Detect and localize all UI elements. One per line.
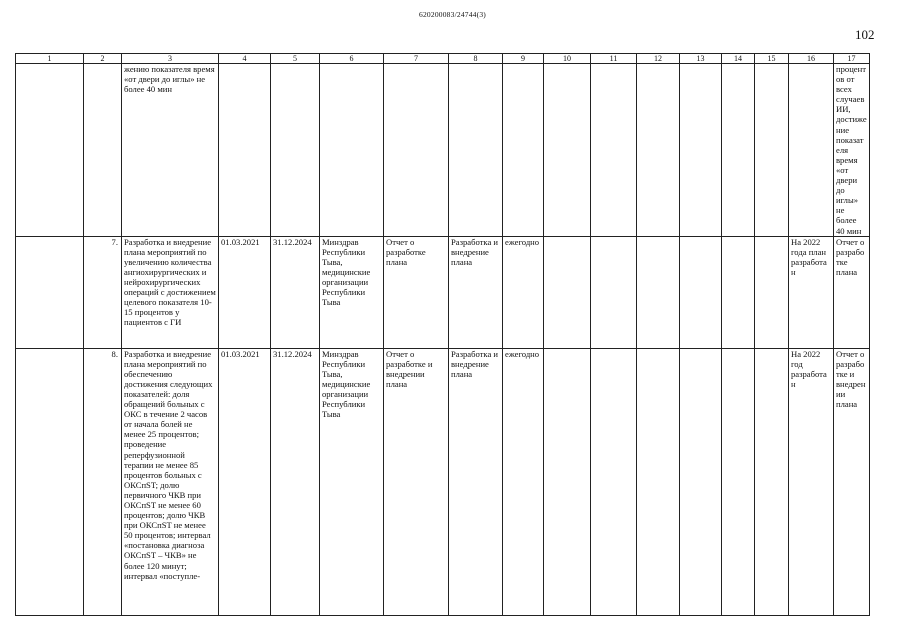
cell-col13 [680, 64, 722, 237]
cell-col15 [755, 348, 789, 615]
cell-col11 [591, 64, 637, 237]
cell-frequency [503, 64, 544, 237]
document-id: 620200083/24744(3) [419, 10, 486, 19]
cell-status: На 2022 год разработан [789, 348, 834, 615]
cell-col10 [544, 236, 591, 348]
table-row [16, 64, 870, 237]
cell-col14 [722, 348, 755, 615]
cell-section [16, 236, 84, 348]
column-header: 6 [320, 54, 384, 64]
table-row [16, 236, 870, 348]
cell-col12 [637, 64, 680, 237]
column-header: 9 [503, 54, 544, 64]
column-header: 2 [84, 54, 122, 64]
cell-col15 [755, 64, 789, 237]
cell-number: 8. [84, 348, 122, 615]
cell-col11 [591, 348, 637, 615]
cell-start-date: 01.03.2021 [219, 348, 271, 615]
cell-indicator: Разработка и внедрение плана [449, 236, 503, 348]
cell-end-date: 31.12.2024 [271, 348, 320, 615]
cell-result: Отчет о разработке плана [384, 236, 449, 348]
cell-number: 7. [84, 236, 122, 348]
cell-number [84, 64, 122, 237]
column-header: 3 [122, 54, 219, 64]
cell-col12 [637, 348, 680, 615]
cell-end-date [271, 64, 320, 237]
cell-frequency: ежегодно [503, 236, 544, 348]
column-header: 11 [591, 54, 637, 64]
plan-table [15, 53, 870, 616]
column-header: 17 [834, 54, 870, 64]
cell-indicator: Разработка и внедрение плана [449, 348, 503, 615]
column-header: 13 [680, 54, 722, 64]
cell-frequency: ежегодно [503, 348, 544, 615]
cell-responsible: Минздрав Республики Тыва, медицинские организации Республики Тыва [320, 348, 384, 615]
cell-responsible [320, 64, 384, 237]
cell-result: Отчет о разработке и внедрении плана [384, 348, 449, 615]
table-row [16, 348, 870, 615]
cell-col15 [755, 236, 789, 348]
column-header: 5 [271, 54, 320, 64]
column-header: 15 [755, 54, 789, 64]
cell-start-date: 01.03.2021 [219, 236, 271, 348]
cell-col11 [591, 236, 637, 348]
column-header: 16 [789, 54, 834, 64]
cell-activity: Разработка и внедрение плана мероприятий по увеличению количества ангиохирургических и нейрохирургических операций с достижением целевого показателя 10-15 процентов у пациентов с ГИ [122, 236, 219, 348]
page-number: 102 [855, 27, 875, 42]
cell-col10 [544, 64, 591, 237]
cell-col10 [544, 348, 591, 615]
column-header: 12 [637, 54, 680, 64]
cell-col14 [722, 64, 755, 237]
cell-report: Отчет о разработке плана [834, 236, 870, 348]
column-header: 14 [722, 54, 755, 64]
cell-col14 [722, 236, 755, 348]
cell-col12 [637, 236, 680, 348]
cell-result [384, 64, 449, 237]
cell-section [16, 64, 84, 237]
cell-report: процентов от всех случаев ИИ, достижение показателя время «от двери до иглы» не более 40 мин [834, 64, 870, 237]
column-number-row [16, 54, 870, 64]
column-header: 4 [219, 54, 271, 64]
column-header: 8 [449, 54, 503, 64]
cell-activity: жению показателя время «от двери до иглы» не более 40 мин [122, 64, 219, 237]
cell-col13 [680, 236, 722, 348]
cell-indicator [449, 64, 503, 237]
column-header: 1 [16, 54, 84, 64]
cell-activity: Разработка и внедрение плана мероприятий по обеспечению достижения следующих показателей: доля обращений больных с ОКС в течение 2 часов от начала болей не менее 25 процентов; проведение реперфузионной терапии не менее 85 процентов больных с ОКСпST; долю первичного ЧКВ при ОКСпST не менее 60 процентов; долю ЧКВ при ОКСпST не менее 50 процентов; интервал «постановка диагноза ОКСпST – ЧКВ» не более 120 минут; интервал «поступле- [122, 348, 219, 615]
cell-section [16, 348, 84, 615]
column-header: 10 [544, 54, 591, 64]
column-header: 7 [384, 54, 449, 64]
cell-start-date [219, 64, 271, 237]
cell-responsible: Минздрав Республики Тыва, медицинские организации Республики Тыва [320, 236, 384, 348]
cell-status [789, 64, 834, 237]
cell-report: Отчет о разработке и внедрении плана [834, 348, 870, 615]
cell-end-date: 31.12.2024 [271, 236, 320, 348]
cell-col13 [680, 348, 722, 615]
cell-status: На 2022 года план разработан [789, 236, 834, 348]
